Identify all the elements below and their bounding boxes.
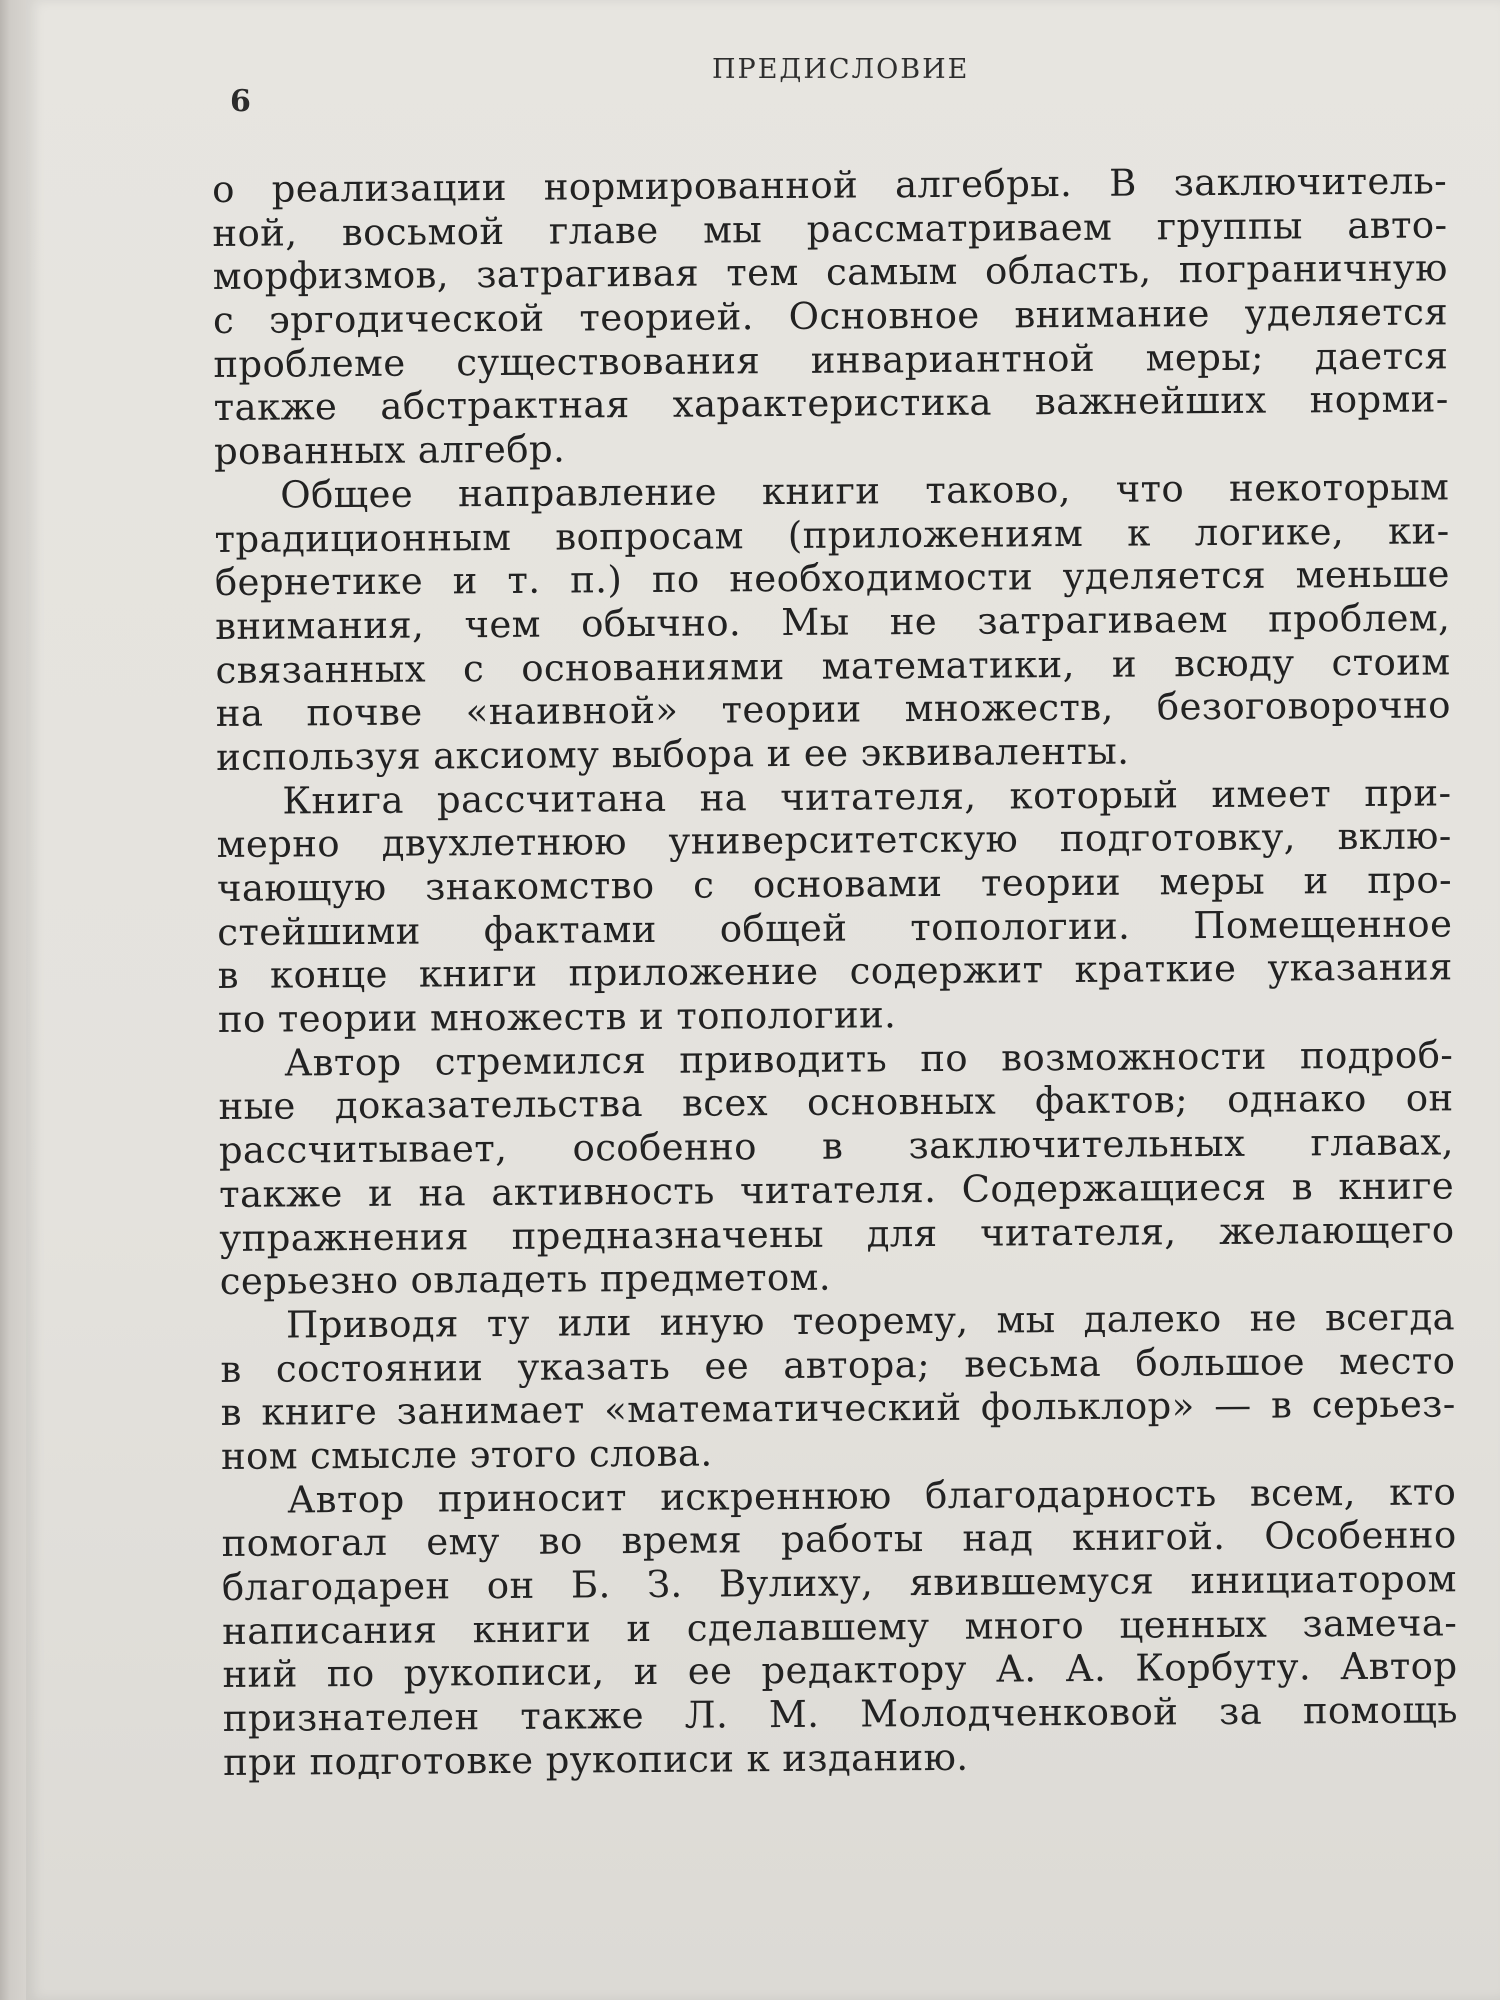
text-line: Общее направление книги таково, что некоторым: [280, 465, 1450, 517]
page-number: 6: [230, 84, 251, 119]
text-line: написания книги и сделавшему много ценных замеча-: [222, 1601, 1458, 1653]
text-line: ний по рукописи, и ее редактору А. А. Корбуту. Автор: [222, 1644, 1458, 1697]
text-line: используя аксиому выбора и ее эквиваленты.: [215, 729, 1130, 779]
text-line: также и на активность читателя. Содержащиеся в книге: [219, 1164, 1455, 1216]
text-line: ной, восьмой главе мы рассматриваем группы авто-: [212, 203, 1448, 255]
text-line: бернетике и т. п.) по необходимости уделяется меньше: [214, 552, 1451, 605]
text-line: на почве «наивной» теории множеств, безоговорочно: [215, 683, 1451, 736]
text-line: Книга рассчитана на читателя, который имеет при-: [282, 770, 1452, 823]
text-line: признателен также Л. М. Молодченковой за помощь: [222, 1688, 1458, 1741]
book-page: [26, 0, 1500, 2000]
text-line: с эргодической теорией. Основное внимание уделяется: [212, 290, 1449, 343]
text-line: по теории множеств и топологии.: [217, 993, 897, 1042]
body-text: [212, 159, 1458, 1784]
running-head: ПРЕДИСЛОВИЕ: [712, 54, 970, 85]
text-line: морфизмов, затрагивая тем самым область, пограничную: [212, 246, 1448, 299]
text-line: также абстрактная характеристика важнейших норми-: [213, 377, 1449, 430]
text-line: при подготовке рукописи к изданию.: [222, 1735, 969, 1784]
text-line: ном смысле этого слова.: [220, 1431, 713, 1478]
text-line: в книге занимает «математический фольклор» — в серьез-: [220, 1382, 1456, 1435]
text-line: связанных с основаниями математики, и всюду стоим: [215, 639, 1451, 692]
text-line: о реализации нормированной алгебры. В заключитель-: [212, 159, 1448, 211]
text-line: рованных алгебр.: [213, 427, 566, 474]
text-line: в конце книги приложение содержит краткие указания: [217, 945, 1453, 998]
text-line: ные доказательства всех основных фактов; однако он: [218, 1076, 1454, 1129]
text-line: рассчитывает, особенно в заключительных главах,: [218, 1120, 1454, 1173]
text-line: традиционным вопросам (приложениям к логике, ки-: [214, 508, 1450, 561]
text-line: проблеме существования инвариантной меры; дается: [213, 334, 1449, 386]
text-line: серьезно овладеть предметом.: [219, 1255, 832, 1304]
text-line: внимания, чем обычно. Мы не затрагиваем проблем,: [215, 596, 1451, 648]
text-line: Приводя ту или иную теорему, мы далеко не всегда: [285, 1295, 1456, 1347]
text-line: чающую знакомство с основами теории меры и про-: [216, 858, 1453, 910]
text-line: Автор приносит искреннюю благодарность всем, кто: [287, 1469, 1457, 1522]
text-line: мерно двухлетнюю университетскую подготовку, вклю-: [216, 814, 1452, 867]
text-line: Автор стремился приводить по возможности подроб-: [284, 1033, 1454, 1085]
text-line: помогал ему во время работы над книгой. Особенно: [221, 1513, 1457, 1566]
text-line: упражнения предназначены для читателя, желающего: [219, 1207, 1455, 1260]
text-line: благодарен он Б. З. Вулиху, явившемуся инициатором: [221, 1557, 1458, 1609]
text-line: в состоянии указать ее автора; весьма большое место: [220, 1338, 1456, 1391]
text-line: стейшими фактами общей топологии. Помещенное: [217, 902, 1453, 954]
